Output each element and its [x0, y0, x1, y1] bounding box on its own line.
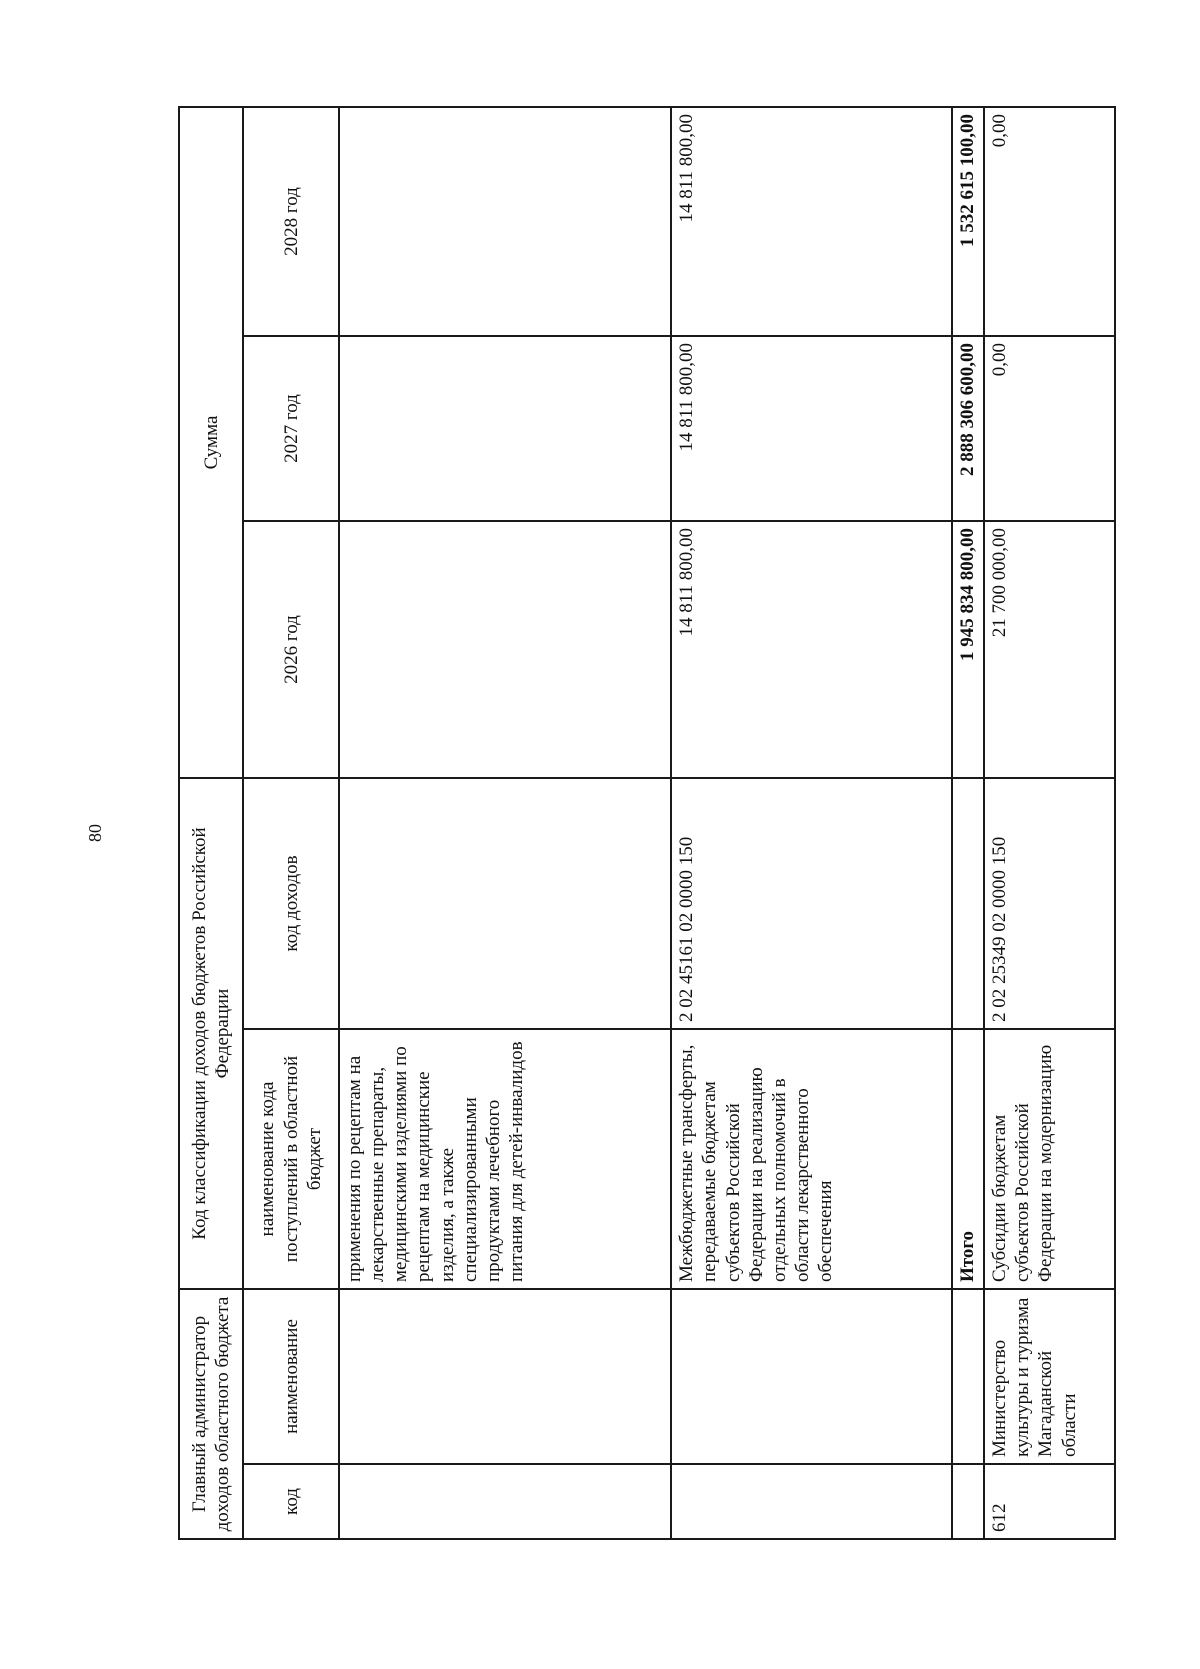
header-admin-code: код: [243, 1464, 339, 1539]
row-sum-2026: [339, 521, 671, 778]
header-admin-name: наименование: [243, 1289, 339, 1464]
header-income-name: наименование кода поступлений в областной бюджет: [243, 1029, 339, 1289]
row-admin-code: [952, 1464, 984, 1539]
row-sum-2028: [339, 107, 671, 336]
total-row: [952, 107, 984, 1539]
page-number: 80: [85, 824, 105, 842]
table-row: [671, 107, 951, 1539]
total-sum-2028: 1 532 615 100,00: [952, 107, 984, 336]
table-row: [339, 107, 671, 1539]
table-row: [984, 107, 1115, 1539]
row-admin-code: 612: [984, 1464, 1115, 1539]
row-sum-2026: 14 811 800,00: [671, 521, 951, 778]
row-admin-name: [952, 1289, 984, 1464]
total-sum-2026: 1 945 834 800,00: [952, 521, 984, 778]
header-admin-group: Главный администратор доходов областного бюджета: [179, 1289, 243, 1539]
total-sum-2027: 2 888 306 600,00: [952, 336, 984, 521]
row-sum-2027: [339, 336, 671, 521]
row-income-name: применения по рецептам на лекарственные препараты, медицинскими изделиями по рецептам на медицинские изделия, а также специализированными продуктами лечебного питания для детей-инвалидов: [339, 1029, 671, 1289]
row-sum-2028: 14 811 800,00: [671, 107, 951, 336]
row-income-name: Межбюджетные трансферты, передаваемые бюджетам субъектов Российской Федерации на реализацию отдельных полномочий в области лекарственного обеспечения: [671, 1029, 951, 1289]
header-sum-group: Сумма: [179, 107, 243, 778]
row-admin-name: [339, 1289, 671, 1464]
row-sum-2026: 21 700 000,00: [984, 521, 1115, 778]
row-admin-code: [339, 1464, 671, 1539]
header-year-2028: 2028 год: [243, 107, 339, 336]
row-sum-2028: 0,00: [984, 107, 1115, 336]
total-label: Итого: [952, 1029, 984, 1289]
row-income-code: 2 02 25349 02 0000 150: [984, 778, 1115, 1029]
row-income-code: 2 02 45161 02 0000 150: [671, 778, 951, 1029]
row-income-name: Субсидии бюджетам субъектов Российской Федерации на модернизацию: [984, 1029, 1115, 1289]
header-classification-group: Код классификации доходов бюджетов Российской Федерации: [179, 778, 243, 1289]
rotated-page-content: [178, 108, 1116, 1540]
header-income-code: код доходов: [243, 778, 339, 1029]
header-year-2027: 2027 год: [243, 336, 339, 521]
header-year-2026: 2026 год: [243, 521, 339, 778]
row-income-code: [952, 778, 984, 1029]
row-sum-2027: 14 811 800,00: [671, 336, 951, 521]
row-admin-name: Министерство культуры и туризма Магаданской области: [984, 1289, 1115, 1464]
row-sum-2027: 0,00: [984, 336, 1115, 521]
row-income-code: [339, 778, 671, 1029]
budget-income-table: [178, 106, 1116, 1540]
row-admin-name: [671, 1289, 951, 1464]
row-admin-code: [671, 1464, 951, 1539]
